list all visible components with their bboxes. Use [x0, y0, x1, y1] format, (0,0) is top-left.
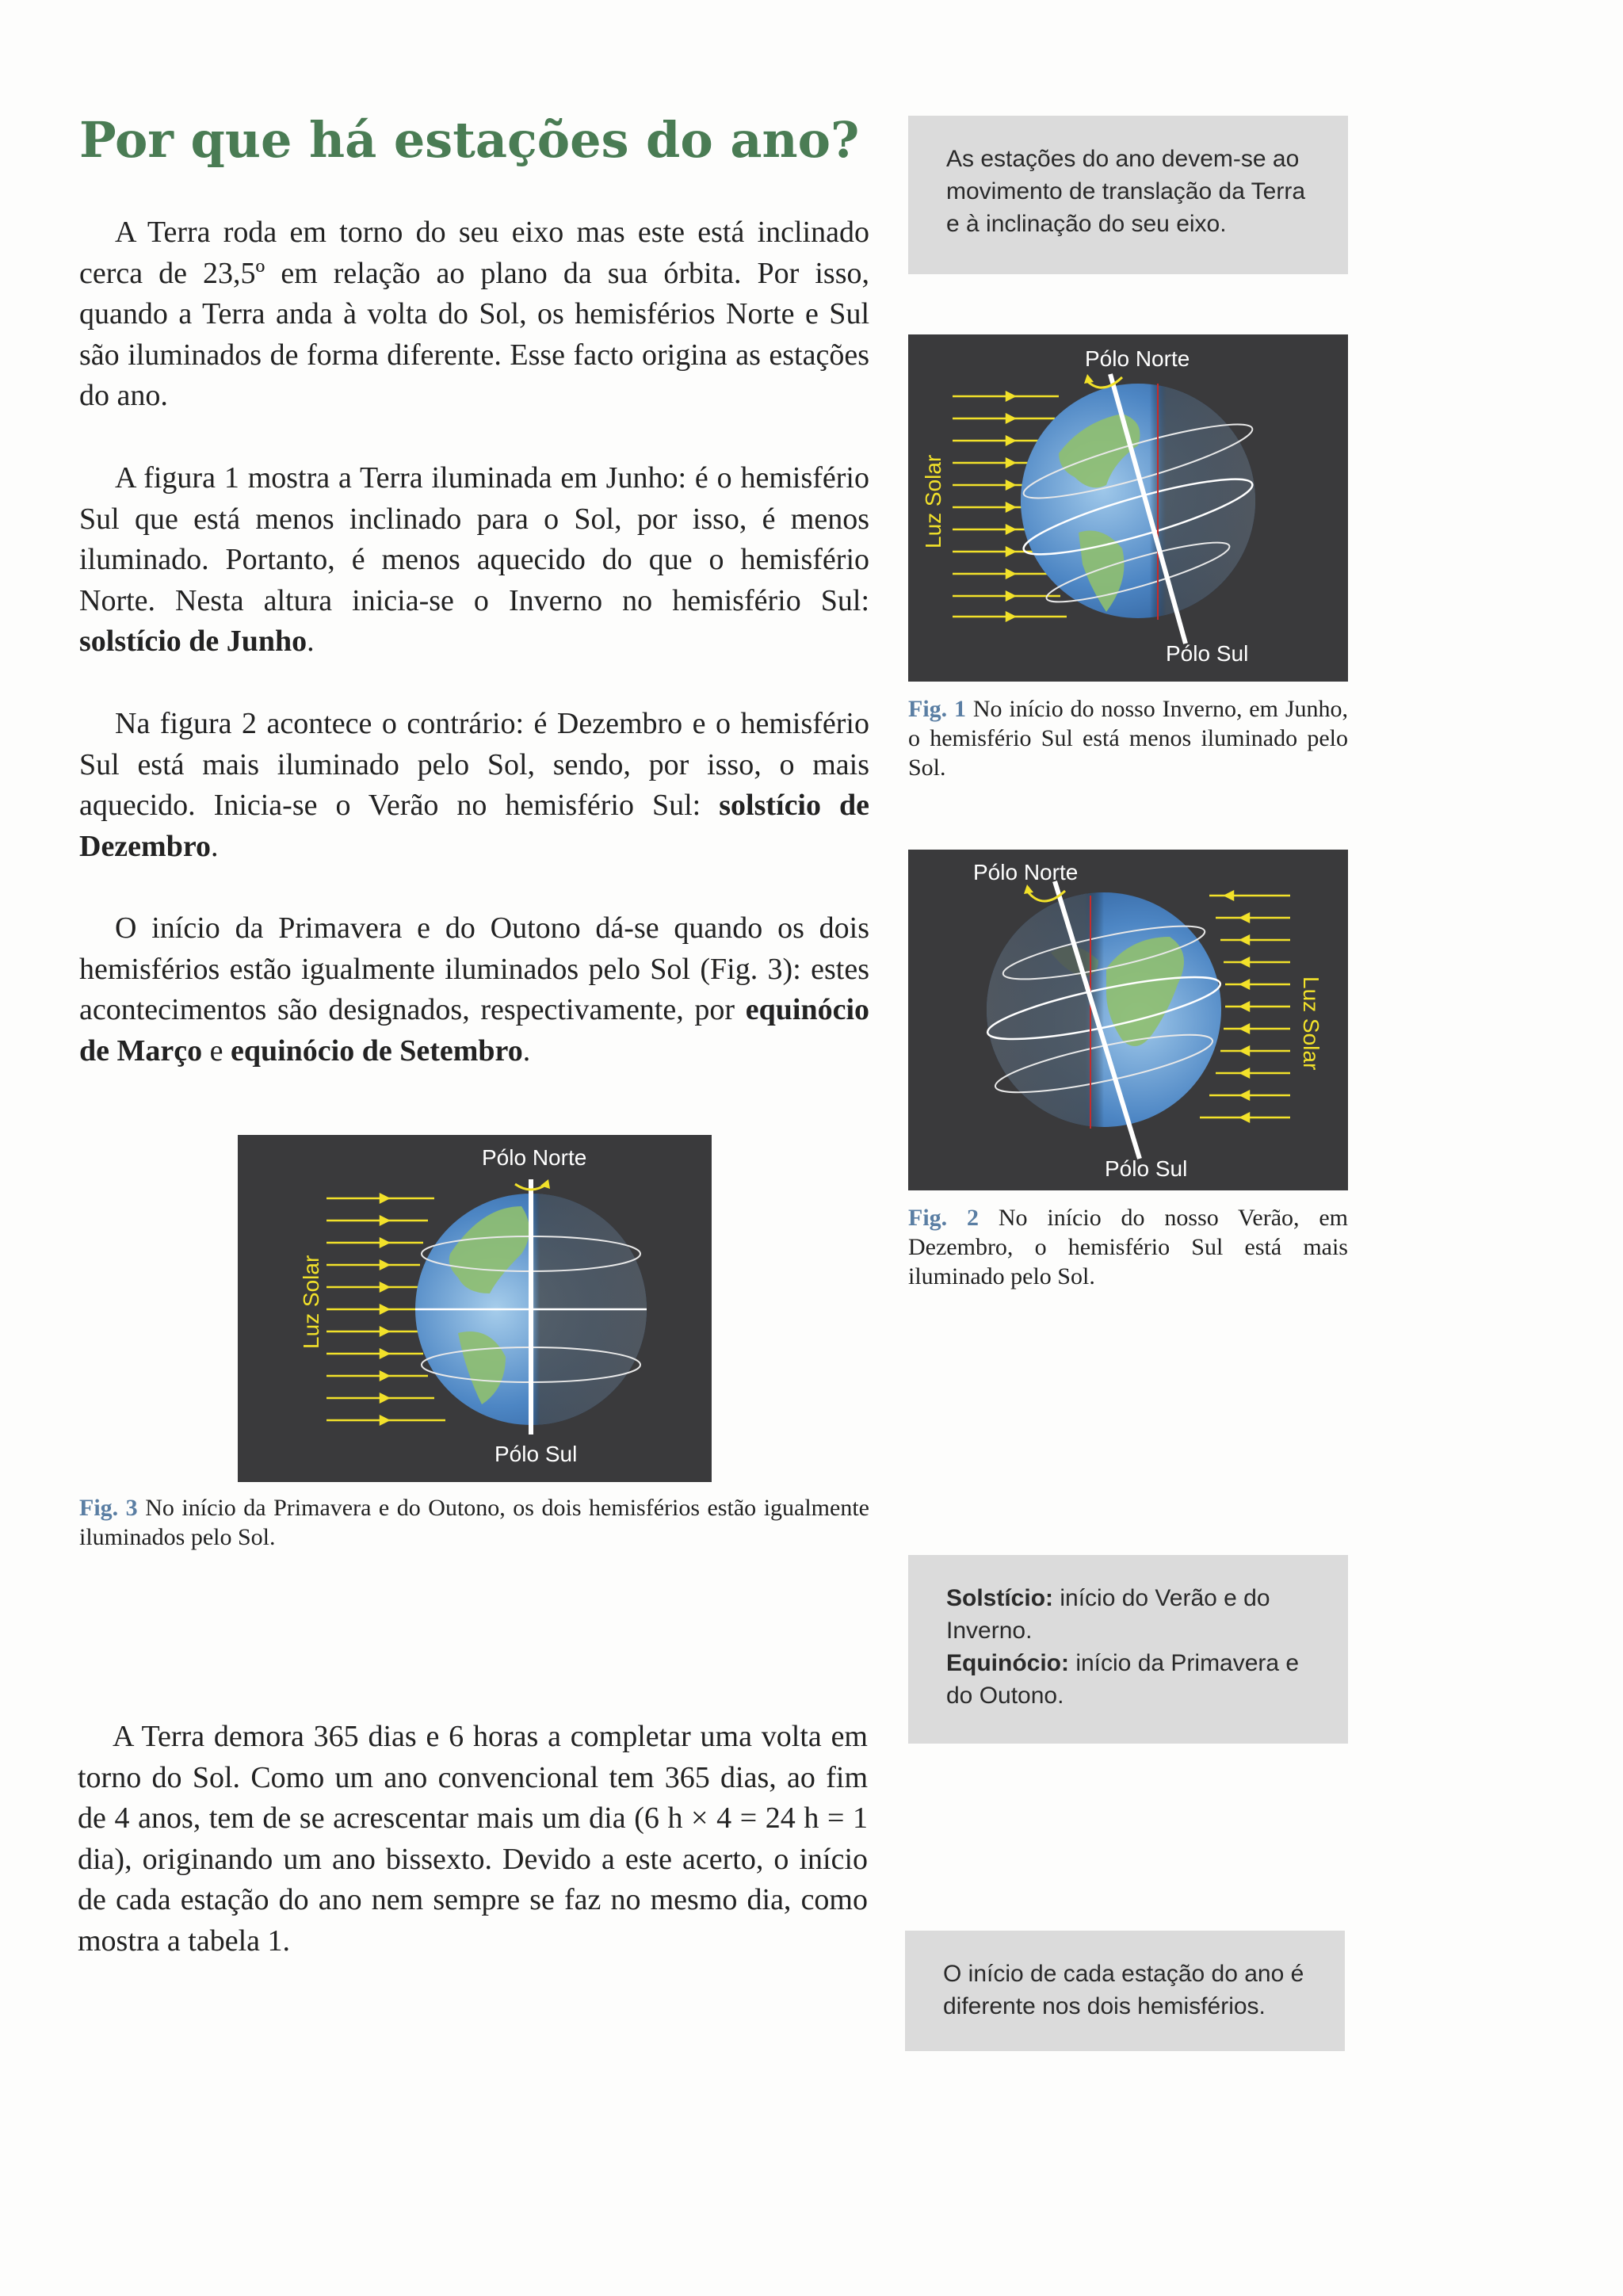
term-equinocio-setembro: equinócio de Setembro: [230, 1033, 523, 1068]
caption-figure-1: Fig. 1 No início do nosso Inverno, em Junho, o hemisfério Sul está menos iluminado pelo Sol.: [908, 696, 1348, 781]
sidebar-box-seasons: As estações do ano devem-se ao movimento de translação da Terra e à inclinação do seu eixo.: [908, 116, 1348, 274]
earth-globe: [1018, 374, 1258, 644]
term-solsticio-dezembro: solstício de Dezembro: [79, 789, 869, 863]
term-equinocio-marco: equinócio de Março: [79, 993, 869, 1068]
label-south-pole: Pólo Sul: [1166, 641, 1249, 666]
paragraph-fig2: Na figura 2 acontece o contrário: é Dezembro e o hemisfério Sul está mais iluminado pelo Sol, sendo, por isso, o mais aquecido. Inicia-se o Verão no hemisfério Sul: solstício de Dezembro.: [79, 707, 869, 863]
paragraph-equinox: O início da Primavera e do Outono dá-se quando os dois hemisférios estão igualmente iluminados pelo Sol (Fig. 3): estes acontecimentos são designados, respectivamente, por equinócio de Março e equinócio de Setembro.: [79, 911, 869, 1068]
label-north-pole: Pólo Norte: [1085, 346, 1190, 371]
figure-1-illustration: [908, 334, 1348, 682]
term-solsticio: Solstício:: [946, 1585, 1054, 1611]
sidebar-box-hemispheres: O início de cada estação do ano é diferente nos dois hemisférios.: [905, 1931, 1345, 2051]
term-solsticio-junho: solstício de Junho: [79, 625, 307, 658]
figure-1-june-solstice: [908, 334, 1348, 682]
label-north-pole: Pólo Norte: [482, 1145, 587, 1170]
sidebar-box-definitions: Solstício: início do Verão e do Inverno. Equinócio: início da Primavera e do Outono.: [908, 1555, 1348, 1744]
page-title: Por que há estações do ano?: [79, 111, 860, 169]
earth-globe: [415, 1179, 647, 1435]
paragraph-intro: A Terra roda em torno do seu eixo mas este está inclinado cerca de 23,5º em relação ao plano da sua órbita. Por isso, quando a Terra anda à volta do Sol, os hemisférios Norte e Sul são iluminados de forma diferente. Esse facto origina as estações do ano.: [79, 216, 869, 412]
label-south-pole: Pólo Sul: [1105, 1156, 1188, 1181]
label-solar-light: Luz Solar: [1299, 976, 1323, 1071]
paragraph-leap-year: A Terra demora 365 dias e 6 horas a completar uma volta em torno do Sol. Como um ano convencional tem 365 dias, ao fim de 4 anos, tem de se acrescentar mais um dia (6 h × 4 = 24 h = 1 dia), originando um ano bissexto. Devido a este acerto, o início de cada estação do ano nem sempre se faz no mesmo dia, como mostra a tabela 1.: [78, 1720, 868, 1958]
figure-2-december-solstice: [908, 850, 1348, 1190]
earth-globe: [983, 881, 1224, 1159]
label-south-pole: Pólo Sul: [495, 1442, 578, 1466]
caption-figure-3: Fig. 3 No início da Primavera e do Outono, os dois hemisférios estão igualmente iluminados pelo Sol.: [79, 1495, 869, 1550]
label-solar-light: Luz Solar: [921, 454, 945, 548]
paragraph-fig1: A figura 1 mostra a Terra iluminada em Junho: é o hemisfério Sul que está menos inclinado para o Sol, por isso, é menos iluminado. Portanto, é menos aquecido do que o hemisfério Norte. Nesta altura inicia-se o Inverno no hemisfério Sul: solstício de Junho.: [79, 461, 869, 658]
label-solar-light: Luz Solar: [299, 1255, 323, 1349]
term-equinocio: Equinócio:: [946, 1650, 1069, 1676]
caption-figure-2: Fig. 2 No início do nosso Verão, em Dezembro, o hemisfério Sul está mais iluminado pelo Sol.: [908, 1205, 1349, 1289]
label-north-pole: Pólo Norte: [973, 860, 1079, 884]
figure-3-illustration: [238, 1135, 712, 1482]
figure-2-illustration: [908, 850, 1348, 1190]
figure-3-equinox: [238, 1135, 712, 1482]
